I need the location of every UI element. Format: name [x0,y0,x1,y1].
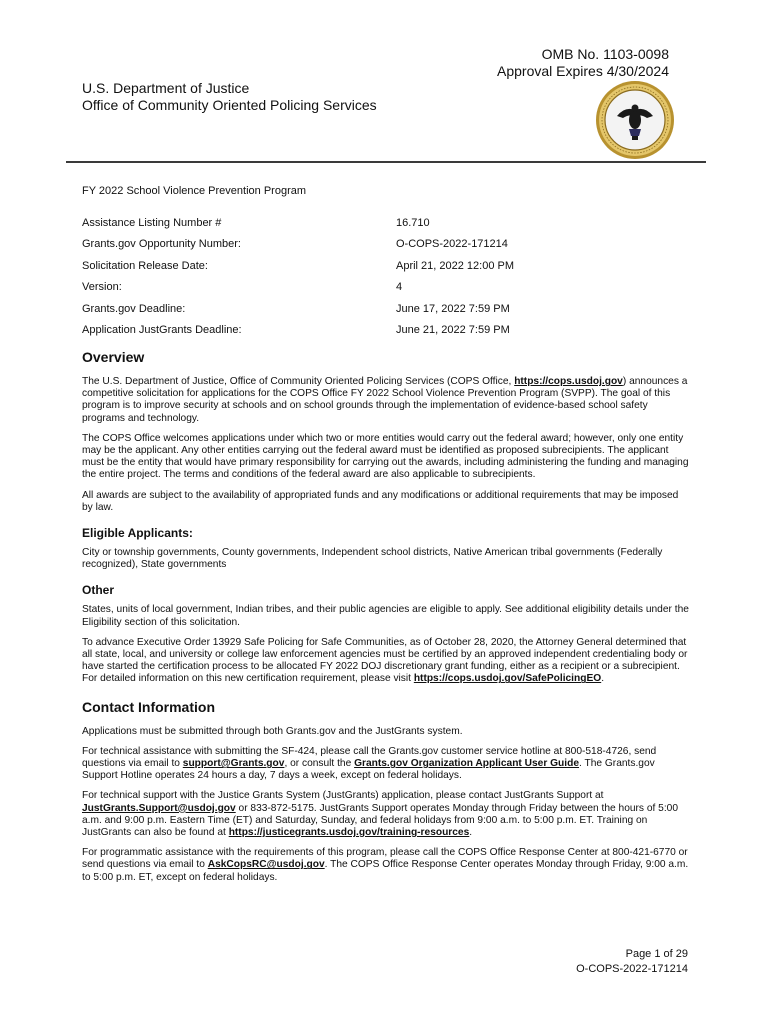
info-row [82,320,682,342]
page-number: Page 1 of 29 [625,948,688,960]
training-resources-link[interactable]: https://justicegrants.usdoj.gov/training-resources [228,827,470,839]
info-label: Application JustGrants Deadline: [82,324,242,337]
solicitation-code: O-COPS-2022-171214 [576,963,688,975]
overview-paragraph-1 [82,376,690,425]
text: ) announces a competitive solicitation for applications for the COPS Office FY 2022 School Violence Prevention Program (SVPP). The goal of this program is to improve security at schools and on school grounds through the implementation of evidence-based school safety programs and technology. [82,376,688,424]
text: . [601,673,605,685]
eligible-applicants-heading: Eligible Applicants: [82,526,193,541]
contact-heading: Contact Information [82,698,215,715]
text: . The Grants.gov Support Hotline operates 24 hours a day, 7 days a week, except on federal holidays. [82,758,655,782]
info-value: 4 [396,281,403,294]
justgrants-support-email-link[interactable]: JustGrants.Support@usdoj.gov [82,802,236,814]
ask-cops-email-link[interactable]: AskCopsRC@usdoj.gov [207,859,325,871]
info-row [82,212,682,234]
text: For technical assistance with submitting the SF-424, please call the Grants.gov customer service hotline at 800-518-4726, send questions via email to [82,745,657,770]
program-title: FY 2022 School Violence Prevention Program [82,185,307,197]
info-value: June 17, 2022 7:59 PM [396,302,510,315]
text: To advance Executive Order 13929 Safe Policing for Safe Communities, as of October 28, 2020, the Attorney General determined that all state, local, and university or college law enforcement agencies must be certified by an approved independent credentialing body or have started the certification process to be allocated FY 2022 DOJ discretionary grant funding, either as a recipient or a subrecipient. For detailed information on this new certification requirement, please visit [82,636,688,685]
info-row [82,255,682,277]
eligible-applicants-text: City or township governments, County governments, Independent school districts, Native American tribal governments (Federally recognized), State governments [82,547,663,571]
contact-paragraph-3 [82,790,690,839]
info-label: Grants.gov Opportunity Number: [82,238,241,251]
cops-website-link[interactable]: https://cops.usdoj.gov [514,376,623,387]
text: For technical support with the Justice Grants System (JustGrants) application, please contact JustGrants Support at [82,790,604,802]
page-footer [576,947,688,977]
department-name: U.S. Department of Justice [82,80,250,96]
info-label: Version: [82,281,122,294]
info-value: 16.710 [396,216,430,229]
omb-number: OMB No. 1103-0098 [541,46,669,62]
document-body [82,348,690,892]
info-row [82,277,682,299]
overview-paragraph-3: All awards are subject to the availability of appropriated funds and any modifications or additional requirements that may be imposed by law. [82,489,679,513]
grants-support-email-link[interactable]: support@Grants.gov [182,758,285,770]
info-value: June 21, 2022 7:59 PM [396,324,510,337]
other-paragraph-2 [82,637,690,686]
overview-heading: Overview [82,349,145,365]
info-row [82,298,682,320]
header-divider [66,161,706,163]
text: For programmatic assistance with the requirements of this program, please call the COPS Office Response Center at 800-421-6770 or send questions via email to [82,847,688,871]
info-label: Assistance Listing Number # [82,216,222,229]
info-label: Grants.gov Deadline: [82,302,186,315]
text: . [469,827,473,839]
office-name: Office of Community Oriented Policing Services [82,97,377,113]
text: . The COPS Office Response Center operates Monday through Friday, 9:00 a.m. to 5:00 p.m. ET, except on federal holidays. [82,859,689,883]
approval-expires: Approval Expires 4/30/2024 [497,63,669,79]
other-paragraph-1: States, units of local government, Indian tribes, and their public agencies are eligible to apply. See additional eligibility details under the Eligibility section of this solicitation. [82,604,689,628]
text: , or consult the [284,758,355,770]
info-row [82,234,682,256]
info-value: O-COPS-2022-171214 [396,238,508,251]
agency-block [82,80,377,114]
contact-paragraph-1: Applications must be submitted through both Grants.gov and the JustGrants system. [82,725,463,737]
info-label: Solicitation Release Date: [82,259,208,272]
contact-paragraph-4 [82,847,690,884]
text: or 833-872-5175. JustGrants Support operates Monday through Friday between the hours of 5:00 a.m. and 9:00 p.m. Eastern Time (ET) and Saturday, Sunday, and federal holidays from 9:00 a.m. to 5:00 p.m. ET. Training on JustGrants can also be found at [82,802,678,839]
safe-policing-link[interactable]: https://cops.usdoj.gov/SafePolicingEO [413,673,602,685]
omb-block [497,46,669,80]
doj-seal-icon [595,80,675,160]
text: The U.S. Department of Justice, Office of Community Oriented Policing Services (COPS Office, [82,376,515,387]
contact-paragraph-2 [82,746,690,783]
other-heading: Other [82,583,115,598]
info-value: April 21, 2022 12:00 PM [396,259,515,272]
user-guide-link[interactable]: Grants.gov Organization Applicant User Guide [354,758,580,770]
solicitation-info-table [82,212,682,341]
overview-paragraph-2: The COPS Office welcomes applications under which two or more entities would carry out the federal award; however, only one entity may be the applicant. Any other entities carrying out the federal award must be identified as proposed subrecipients. The applicant must be the entity that would have primary responsibility for carrying out the awards, including administering the funding and managing the entire project. The terms and conditions of the federal award are also applicable to subrecipients. [82,432,689,481]
